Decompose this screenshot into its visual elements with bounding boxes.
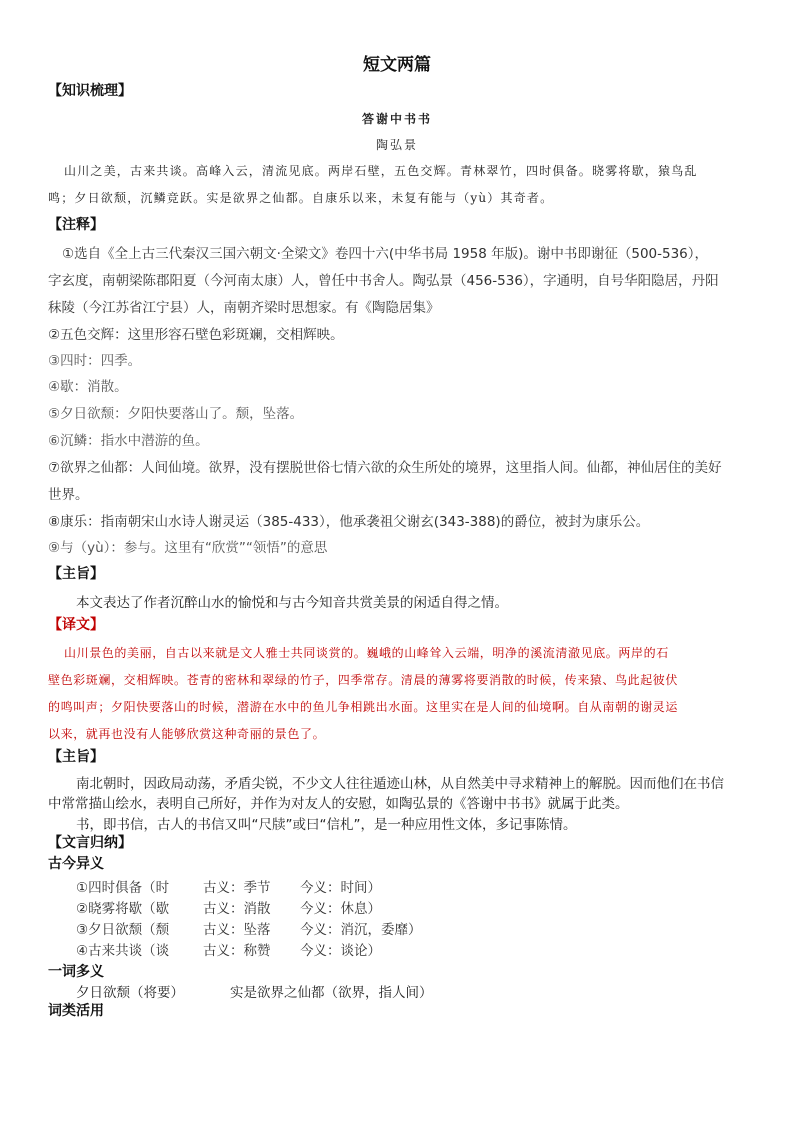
note-9: ⑨与（yù）：参与。这里有“欣赏”“领悟”的意思 (48, 540, 328, 556)
essay-text-line-2: 鸣；夕日欲颓，沉鳞竞跃。实是欲界之仙都。自康乐以来，未复有能与（yù）其奇者。 (48, 191, 554, 205)
gujin-phrase: ③夕日欲颓（颓 (76, 922, 170, 938)
wenyan-heading: 【文言归纳】 (48, 835, 132, 851)
theme-heading-2: 【主旨】 (48, 749, 104, 765)
gujin-phrase: ②晓雾将歇（歇 (76, 901, 170, 917)
translation-line-2: 壁色彩斑斓，交相辉映。苍青的密林和翠绿的竹子，四季常存。清晨的薄雾将要消散的时候，传来猿、鸟此起彼伏 (48, 673, 679, 687)
gujin-old-meaning: 古义：消散 (203, 901, 271, 917)
theme-2-line-3: 书，即书信，古人的书信又叫“尺牍”或曰“信札”，是一种应用性文体，多记事陈情。 (76, 817, 577, 833)
theme-2-line-1: 南北朝时，因政局动荡，矛盾尖锐，不少文人往往遁迹山林，从自然美中寻求精神上的解脱。因而他们在书信 (76, 776, 724, 792)
note-3: ③四时：四季。 (48, 353, 142, 369)
note-7-line-1: ⑦欲界之仙都：人间仙境。欲界，没有摆脱世俗七情六欲的众生所处的境界，这里指人间。仙都，神仙居住的美好 (48, 460, 722, 476)
essay-title: 答谢中书书 (361, 112, 432, 126)
gujin-phrase: ④古来共谈（谈 (76, 943, 170, 959)
note-5: ⑤夕日欲颓：夕阳快要落山了。颓，坠落。 (48, 406, 304, 422)
gujin-old-meaning: 古义：称赞 (203, 943, 271, 959)
essay-author: 陶弘景 (375, 138, 418, 152)
gujin-old-meaning: 古义：坠落 (203, 922, 271, 938)
page-title: 短文两篇 (363, 55, 431, 75)
translation-line-4: 以来，就再也没有人能够欣赏这种奇丽的景色了。 (48, 727, 326, 741)
theme-heading-1: 【主旨】 (48, 566, 104, 582)
note-1-line-3: 秣陵（今江苏省江宁县）人，南朝齐梁时思想家。有《陶隐居集》 (48, 300, 440, 316)
pos-label: 词类活用 (48, 1003, 104, 1019)
translation-heading: 【译文】 (48, 617, 104, 633)
gujin-phrase: ①四时俱备（时 (76, 880, 170, 896)
polysemy-item-2: 实是欲界之仙都（欲界，指人间） (230, 985, 433, 1001)
gujin-new-meaning: 今义：消沉，委靡） (300, 922, 422, 938)
notes-heading: 【注释】 (48, 217, 104, 233)
gujin-new-meaning: 今义：时间） (300, 880, 381, 896)
note-6: ⑥沉鳞：指水中潜游的鱼。 (48, 433, 209, 449)
gujin-new-meaning: 今义：休息） (300, 901, 381, 917)
essay-text-line-1: 山川之美，古来共谈。高峰入云，清流见底。两岸石壁，五色交辉。青林翠竹，四时俱备。晓雾将歇，猿鸟乱 (64, 164, 698, 178)
theme-2-line-2: 中常常描山绘水，表明自己所好，并作为对友人的安慰，如陶弘景的《答谢中书书》就属于此类。 (48, 796, 629, 812)
gujin-label: 古今异义 (48, 856, 104, 872)
note-1-line-2: 字玄度，南朝梁陈郡阳夏（今河南太康）人，曾任中书舍人。陶弘景（456-536），字通明，自号华阳隐居，丹阳 (48, 273, 719, 289)
note-7-line-2: 世界。 (48, 487, 89, 503)
theme-1-text: 本文表达了作者沉醉山水的愉悦和与古今知音共赏美景的闲适自得之情。 (76, 595, 508, 611)
translation-line-3: 的鸣叫声；夕阳快要落山的时候，潜游在水中的鱼儿争相跳出水面。这里实在是人间的仙境啊。自从南朝的谢灵运 (48, 700, 679, 714)
gujin-old-meaning: 古义：季节 (203, 880, 271, 896)
gujin-new-meaning: 今义：谈论） (300, 943, 381, 959)
note-8: ⑧康乐：指南朝宋山水诗人谢灵运（385-433），他承袭祖父谢玄(343-388)的爵位，被封为康乐公。 (48, 514, 650, 530)
note-1-line-1: ①选自《全上古三代秦汉三国六朝文·全梁文》卷四十六(中华书局 1958 年版)。谢中书即谢征（500-536）， (62, 246, 709, 262)
knowledge-heading: 【知识梳理】 (48, 83, 132, 99)
note-2: ②五色交辉：这里形容石壁色彩斑斓，交相辉映。 (48, 327, 344, 343)
polysemy-item-1: 夕日欲颓（将要） (76, 985, 184, 1001)
translation-line-1: 山川景色的美丽，自古以来就是文人雅士共同谈赏的。巍峨的山峰耸入云端，明净的溪流清澈见底。两岸的石 (64, 646, 669, 660)
note-4: ④歇：消散。 (48, 379, 128, 395)
polysemy-label: 一词多义 (48, 964, 104, 980)
